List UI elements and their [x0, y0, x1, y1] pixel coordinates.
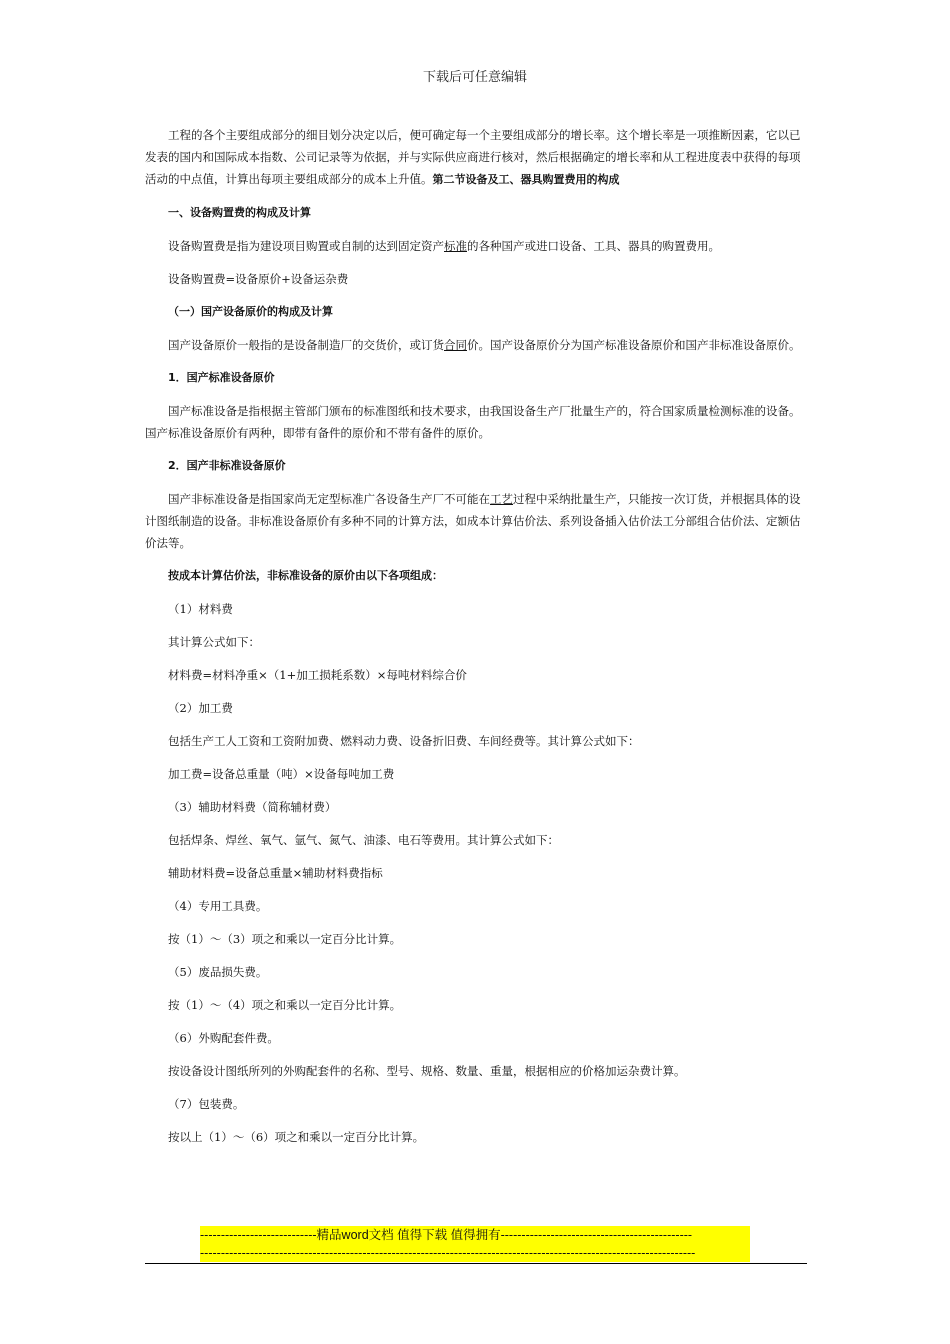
nonstandard-text-after: 过程中采纳批量生产，只能按一次订货，并根据具体的设计图纸制造的设备。非标准设备原价有多种不同的计算方法，如成本计算估价法、系列设备插入估价法工分部组合估价法、定额估价法等。	[145, 492, 801, 550]
intro-paragraph	[145, 124, 810, 191]
list-item: 按（1）～（3）项之和乘以一定百分比计算。	[168, 932, 402, 946]
link-standard[interactable]: 标准	[444, 239, 467, 253]
list-item: （4）专用工具费。	[168, 899, 268, 913]
page-header: 下载后可任意编辑	[422, 70, 527, 85]
purchase-text-after: 的各种国产或进口设备、工具、器具的购置费用。	[467, 239, 720, 253]
footer-divider	[145, 1263, 807, 1264]
footer-banner	[200, 1226, 750, 1262]
list-item: 材料费=材料净重×（1+加工损耗系数）×每吨材料综合价	[168, 668, 467, 682]
list-item: 包括生产工人工资和工资附加费、燃料动力费、设备折旧费、车间经费等。其计算公式如下：	[168, 734, 640, 748]
purchase-text-before: 设备购置费是指为建设项目购置或自制的达到固定资产	[168, 239, 444, 253]
footer-line-2: -----------------------------------------------------------------------------------------------------------------------	[200, 1246, 696, 1260]
list-item: 按设备设计图纸所列的外购配套件的名称、型号、规格、数量、重量，根据相应的价格加运杂费计算。	[168, 1064, 686, 1078]
cost-method-heading: 按成本计算估价法，非标准设备的原价由以下各项组成：	[168, 569, 443, 582]
section1-title: 一、设备购置费的构成及计算	[168, 206, 311, 219]
nonstandard-text-before: 国产非标准设备是指国家尚无定型标准广各设备生产厂不可能在	[168, 492, 490, 506]
list-item: （3）辅助材料费（简称辅材费）	[168, 800, 337, 814]
list-item: 包括焊条、焊丝、氧气、氩气、氮气、油漆、电石等费用。其计算公式如下：	[168, 833, 559, 847]
domestic-paragraph	[145, 334, 810, 356]
purchase-formula: 设备购置费=设备原价+设备运杂费	[168, 272, 349, 286]
footer-line-1: ----------------------------精品word文档 值得下载 值得拥有----------------------------------------------	[200, 1228, 693, 1242]
list-item: （1）材料费	[168, 602, 233, 616]
standard-paragraph: 国产标准设备是指根据主管部门颁布的标准图纸和技术要求，由我国设备生产厂批量生产的，符合国家质量检测标准的设备。国产标准设备原价有两种，即带有备件的原价和不带有备件的原价。	[145, 404, 801, 440]
list-item: 加工费=设备总重量（吨）×设备每吨加工费	[168, 767, 395, 781]
domestic-text-after: 价。国产设备原价分为国产标准设备原价和国产非标准设备原价。	[467, 338, 801, 352]
list-item: 其计算公式如下：	[168, 635, 260, 649]
link-contract[interactable]: 合同	[444, 338, 467, 352]
list-item: （7）包装费。	[168, 1097, 245, 1111]
intro-text: 工程的各个主要组成部分的细目划分决定以后，便可确定每一个主要组成部分的增长率。这个增长率是一项推断因素，它以已发表的国内和国际成本指数、公司记录等为依据，并与实际供应商进行核对，然后根据确定的增长率和从工程进度表中获得的每项活动的中点值，计算出每项主要组成部分的成本上升值。	[145, 128, 801, 186]
domestic-text-before: 国产设备原价一般指的是设备制造厂的交货价，或订货	[168, 338, 444, 352]
link-process[interactable]: 工艺	[490, 492, 513, 506]
list-item: （2）加工费	[168, 701, 233, 715]
list-item: （6）外购配套件费。	[168, 1031, 279, 1045]
list-item: 辅助材料费=设备总重量×辅助材料费指标	[168, 866, 383, 880]
list-item: 按以上（1）～（6）项之和乘以一定百分比计算。	[168, 1130, 425, 1144]
standard-heading: 1．国产标准设备原价	[168, 371, 275, 384]
section-heading-inline: 第二节设备及工、器具购置费用的构成	[432, 173, 620, 186]
sub1-title: （一）国产设备原价的构成及计算	[168, 305, 333, 318]
nonstandard-paragraph	[145, 488, 810, 554]
list-item: 按（1）～（4）项之和乘以一定百分比计算。	[168, 998, 402, 1012]
list-item: （5）废品损失费。	[168, 965, 268, 979]
document-body	[145, 124, 810, 1148]
nonstandard-heading: 2．国产非标准设备原价	[168, 459, 286, 472]
purchase-paragraph	[145, 235, 810, 257]
